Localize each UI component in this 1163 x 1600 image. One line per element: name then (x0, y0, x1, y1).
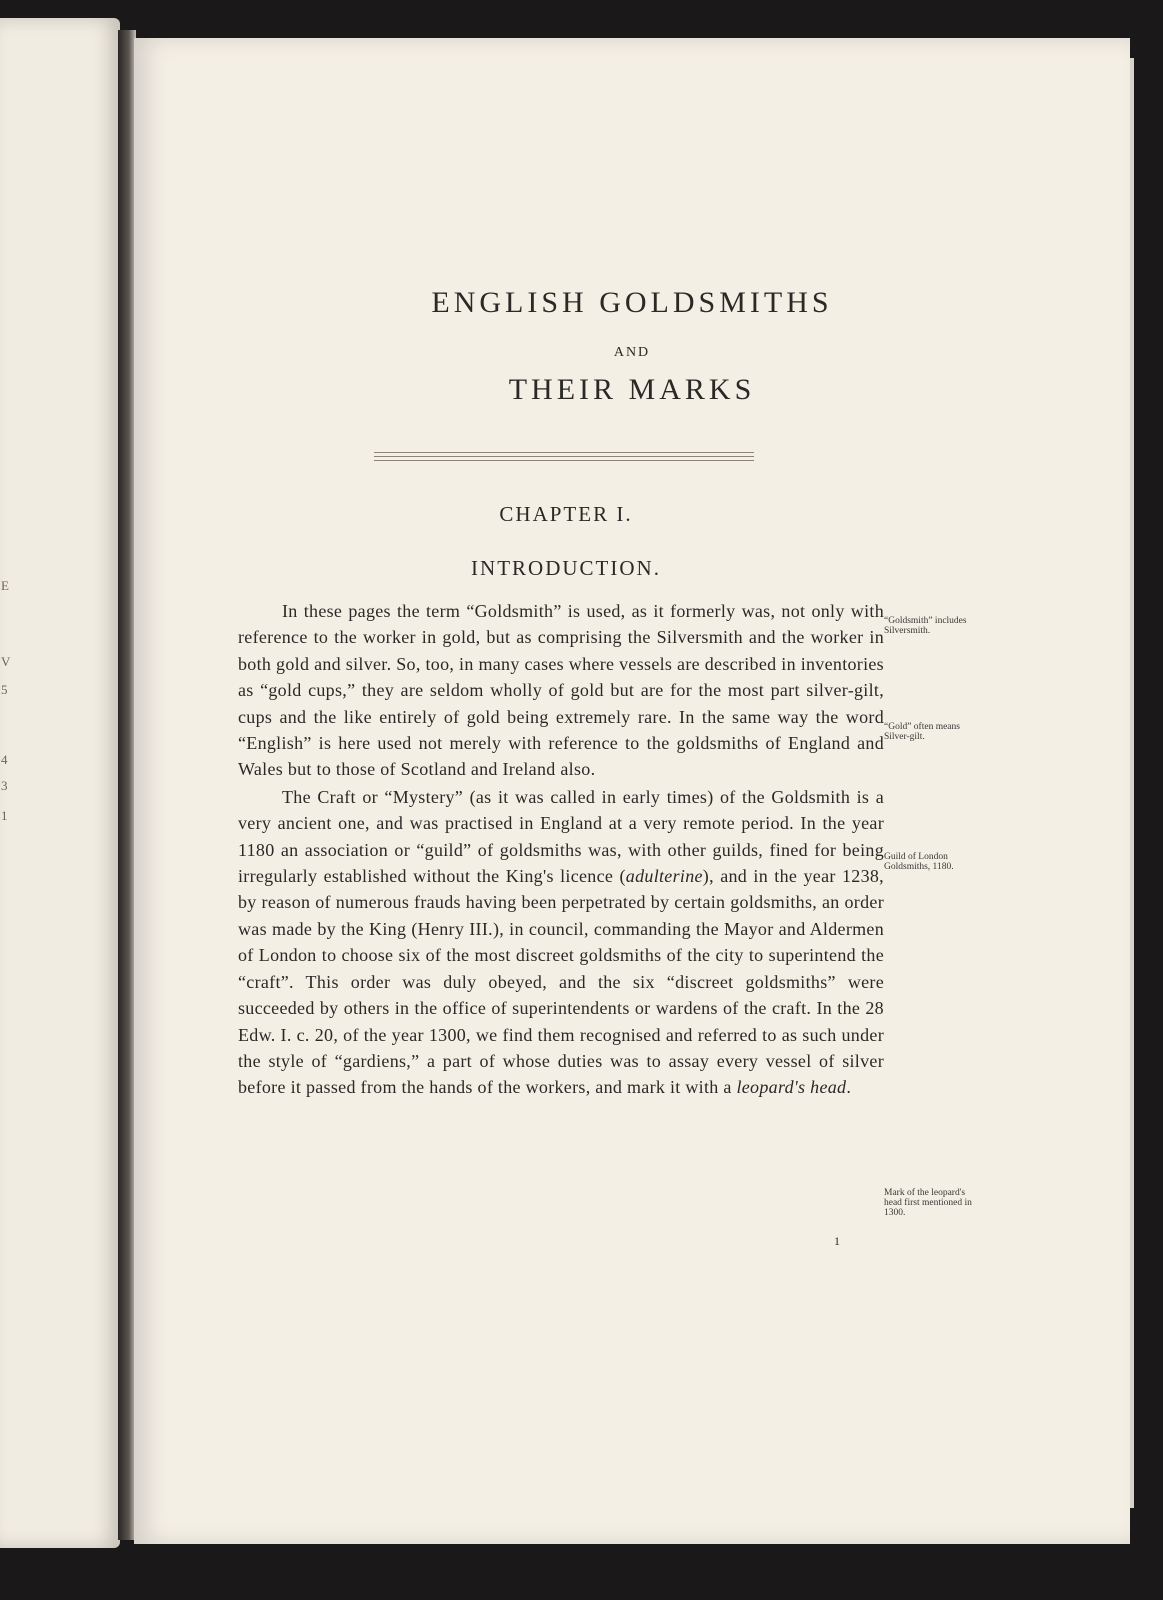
paragraph-2-text-b: ), and in the year 1238, by reason of numerous frauds having been perpetrated by certain goldsmiths, an order was made by the King (Henry III.), in council, commanding the Mayor and Aldermen of London to choose six of the most discreet goldsmiths of the city to superintend the “craft”. This order was duly obeyed, and the six “discreet goldsmiths” were succeeded by others in the office of superintendents or wardens of the craft. In the 28 Edw. I. c. 20, of the year 1300, we find them recognised and referred to as such under the style of “gardiens,” a part of whose duties was to assay every vessel of silver before it passed from the hands of the workers, and mark it with a (238, 866, 884, 1098)
margin-note-leopard: Mark of the leopard's head first mentioned in 1300. (884, 1188, 972, 1218)
edge-glyph: 1 (1, 808, 8, 823)
page-number: 1 (834, 1234, 840, 1248)
book-page (134, 38, 1130, 1544)
chapter-subheading: INTRODUCTION. (471, 556, 661, 580)
edge-glyph: 4 (1, 752, 8, 767)
margin-note-guild: Guild of London Goldsmiths, 1180. (884, 852, 954, 872)
edge-glyph: 3 (1, 778, 8, 793)
paragraph-2-text-a: The Craft or “Mystery” (as it was called in early times) of the Goldsmith is a very ancient one, and was practised in England at a very remote period. In the year 1180 an association or “guild” of goldsmiths was, with other guilds, fined for being irregularly established without the King's licence ( (238, 786, 884, 887)
margin-note-goldsmith: “Goldsmith” includes Silversmith. (884, 616, 967, 636)
body-text (238, 598, 884, 1101)
italic-adulterine: adulterine (625, 866, 703, 887)
title-rule (374, 460, 754, 461)
book-title-line-2: THEIR MARKS (508, 373, 756, 406)
edge-glyph: E (1, 578, 9, 593)
book-title-line-1: ENGLISH GOLDSMITHS (431, 286, 833, 319)
paragraph-1: In these pages the term “Goldsmith” is used, as it formerly was, not only with reference to the worker in gold, but as comprising the Silversmith and the worker in both gold and silver. So, too, in many cases where vessels are described in inventories as “gold cups,” they are seldom wholly of gold but are for the most part silver-gilt, cups and the like entirely of gold being extremely rare. In the same way the word “English” is here used not merely with reference to the goldsmiths of England and Wales but to those of Scotland and Ireland also. (238, 601, 884, 780)
chapter-heading: CHAPTER I. (499, 502, 633, 526)
paragraph-2 (238, 784, 884, 1101)
title-rule (374, 452, 754, 453)
edge-glyph: 5 (1, 682, 8, 697)
left-facing-page (0, 18, 120, 1548)
paragraph-2-end: . (846, 1077, 852, 1098)
italic-leopards-head: leopard's head (736, 1077, 847, 1098)
margin-note-gold: “Gold” often means Silver-gilt. (884, 722, 960, 742)
edge-glyph: V (1, 654, 11, 669)
title-rule (374, 456, 754, 457)
book-title-conjunction: AND (613, 345, 651, 360)
